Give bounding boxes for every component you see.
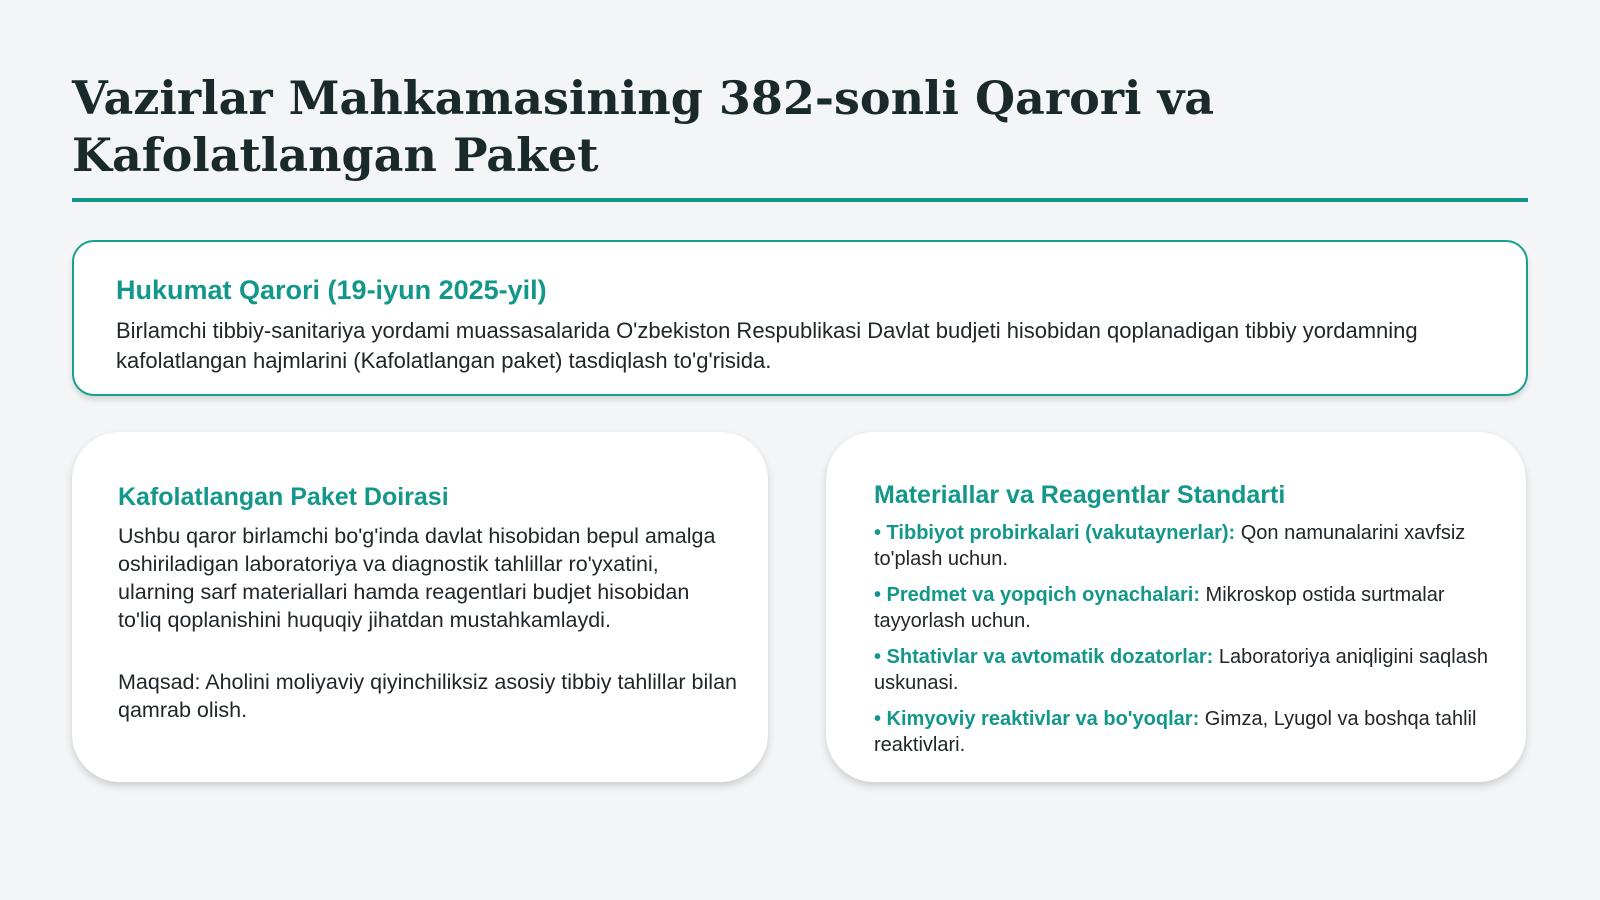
scope-heading: Kafolatlangan Paket Doirasi <box>118 483 449 511</box>
decision-card <box>72 240 1528 396</box>
materials-card <box>826 432 1526 782</box>
title-divider <box>72 198 1528 202</box>
list-item-term: • Shtativlar va avtomatik dozatorlar: <box>874 646 1214 668</box>
list-item <box>874 706 1498 758</box>
decision-heading: Hukumat Qarori (19-iyun 2025-yil) <box>116 275 547 305</box>
page-title: Vazirlar Mahkamasining 382-sonli Qarori va Kafolatlangan Paket <box>72 71 1215 182</box>
scope-goal: Maqsad: Aholini moliyaviy qiyinchiliksiz asosiy tibbiy tahlillar bilan qamrab olish. <box>118 670 737 722</box>
list-item-term: • Predmet va yopqich oynachalari: <box>874 584 1200 606</box>
list-item <box>874 644 1498 696</box>
materials-list <box>874 520 1498 758</box>
list-item-desc: Mikroskop ostida surtmalar tayyorlash uchun. <box>874 584 1445 632</box>
list-item <box>874 520 1498 572</box>
list-item <box>874 582 1498 634</box>
materials-heading: Materiallar va Reagentlar Standarti <box>874 481 1286 509</box>
list-item-term: • Tibbiyot probirkalari (vakutaynerlar): <box>874 522 1236 544</box>
list-item-desc: Qon namunalarini xavfsiz to'plash uchun. <box>874 522 1466 570</box>
list-item-desc: Laboratoriya aniqligini saqlash uskunasi. <box>874 646 1488 694</box>
list-item-term: • Kimyoviy reaktivlar va bo'yoqlar: <box>874 708 1200 730</box>
scope-text: Ushbu qaror birlamchi bo'g'inda davlat hisobidan bepul amalga oshiriladigan laboratoriya va diagnostik tahlillar ro'yxatini, ularning sarf materiallari hamda reagentlari budjet hisobidan to'liq qoplanishini huquqiy jihatdan mustahkamlaydi. <box>118 524 716 632</box>
scope-card <box>72 432 768 782</box>
list-item-desc: Gimza, Lyugol va boshqa tahlil reaktivlari. <box>874 708 1477 756</box>
decision-text: Birlamchi tibbiy-sanitariya yordami muassasalarida O'zbekiston Respublikasi Davlat budjeti hisobidan qoplanadigan tibbiy yordamning kafolatlangan hajmlarini (Kafolatlangan paket) tasdiqlash to'g'risida. <box>116 318 1418 373</box>
